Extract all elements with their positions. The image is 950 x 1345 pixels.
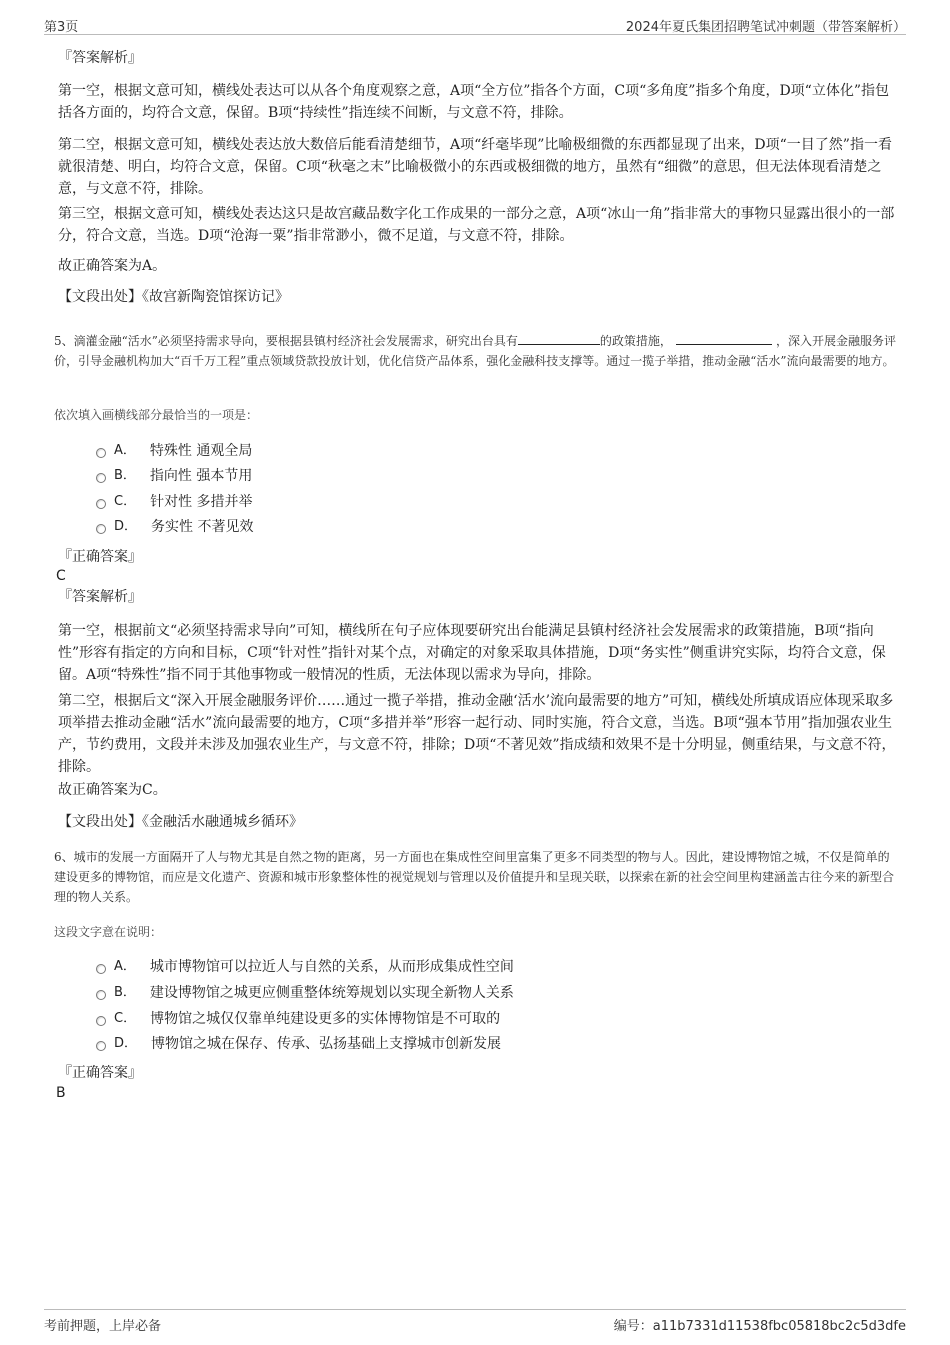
q5-stem-part1: 滴灌金融“活水”必须坚持需求导向，要根据县镇村经济社会发展需求，研究出台具有 xyxy=(73,334,518,348)
radio-icon[interactable] xyxy=(96,964,106,974)
q6-prompt: 这段文字意在说明： xyxy=(54,925,163,939)
q5-source: 【文段出处】《金融活水融通城乡循环》 xyxy=(58,814,303,830)
q5-answer: C xyxy=(56,568,66,584)
radio-icon[interactable] xyxy=(96,1041,106,1051)
q4-analysis-paragraph-1: 第一空，根据文意可知，横线处表达可以从各个角度观察之意，A项“全方位”指各个方面，C项“多角度”指多个角度，D项“立体化”指包括各方面的，均符合文意，保留。B项“持续性”指连续不间断，与文意不符，排除。 xyxy=(58,83,889,121)
radio-icon[interactable] xyxy=(96,990,106,1000)
q6-stem xyxy=(54,847,900,907)
document-code xyxy=(614,1315,906,1334)
q5-option-b[interactable] xyxy=(96,466,252,486)
q4-analysis-paragraph-2: 第二空，根据文意可知，横线处表达放大数倍后能看清楚细节，A项“纤毫毕现”比喻极细微的东西都显现了出来，D项“一目了然”指一看就很清楚、明白，均符合文意，保留。C项“秋毫之末”比喻极微小的东西或极细微的地方，虽然有“细微”的意思，但无法体现看清楚之意，与文意不符，排除。 xyxy=(58,137,892,197)
option-text: 博物馆之城仅仅靠单纯建设更多的实体博物馆是不可取的 xyxy=(150,1011,501,1027)
radio-icon[interactable] xyxy=(96,473,106,483)
option-key: C． xyxy=(114,1011,137,1026)
option-text: 博物馆之城在保存、传承、弘扬基础上支撑城市创新发展 xyxy=(151,1036,502,1052)
page-header xyxy=(44,14,906,35)
q5-option-d[interactable] xyxy=(96,517,253,537)
q5-stem-part3: ，深入开展金融服务评价，引导金融机构加大“百千万工程”重点领域贷款投放计划，优化信贷产品体系，强化金融科技支撑等。通过一揽子举措，推动金融“活水”流向最需要的地方。 xyxy=(54,334,896,368)
q5-option-a[interactable] xyxy=(96,441,252,461)
q5-prompt: 依次填入画横线部分最恰当的一项是： xyxy=(54,408,259,422)
q4-conclusion: 故正确答案为A。 xyxy=(58,258,167,274)
q5-analysis-heading: 『答案解析』 xyxy=(58,589,142,605)
option-text: 务实性 不著见效 xyxy=(151,519,254,535)
q5-stem xyxy=(54,331,900,371)
q6-number: 6、 xyxy=(54,850,74,864)
q4-source: 【文段出处】《故宫新陶瓷馆探访记》 xyxy=(58,289,289,305)
q5-analysis-paragraph-1: 第一空，根据前文“必须坚持需求导向”可知，横线所在句子应体现要研究出台能满足县镇村经济社会发展需求的政策措施，B项“指向性”形容有指定的方向和目标，C项“针对性”指针对某个点，对确定的对象采取具体措施，D项“务实性”侧重讲究实际，均符合文意，保留。A项“特殊性”指不同于其他事物或一般情况的性质，无法体现以需求为导向，排除。 xyxy=(58,623,886,683)
radio-icon[interactable] xyxy=(96,499,106,509)
q6-option-b[interactable] xyxy=(96,983,514,1003)
option-key: C． xyxy=(114,494,137,509)
option-key: A． xyxy=(114,959,136,974)
option-text: 城市博物馆可以拉近人与自然的关系，从而形成集成性空间 xyxy=(149,959,514,975)
page-footer xyxy=(44,1309,906,1334)
q6-option-c[interactable] xyxy=(96,1009,500,1029)
option-key: B． xyxy=(114,985,136,1000)
q5-stem-part2: 的政策措施， xyxy=(599,334,672,348)
radio-icon[interactable] xyxy=(96,524,106,534)
q5-answer-heading: 『正确答案』 xyxy=(58,549,142,565)
page-number: 第3页 xyxy=(44,20,79,35)
option-key: D． xyxy=(114,519,138,534)
q5-conclusion: 故正确答案为C。 xyxy=(58,782,167,798)
document-title: 2024年夏氏集团招聘笔试冲刺题（带答案解析） xyxy=(625,20,906,35)
option-text: 指向性 强本节用 xyxy=(149,468,253,484)
option-text: 建设博物馆之城更应侧重整体统筹规划以实现全新物人关系 xyxy=(149,985,514,1001)
q6-answer: B xyxy=(56,1085,66,1101)
q6-option-a[interactable] xyxy=(96,957,514,977)
q5-blank-1 xyxy=(518,331,600,345)
code-label: 编号： xyxy=(613,1319,653,1334)
radio-icon[interactable] xyxy=(96,1016,106,1026)
radio-icon[interactable] xyxy=(96,448,106,458)
q6-answer-heading: 『正确答案』 xyxy=(58,1065,142,1081)
q5-option-c[interactable] xyxy=(96,492,253,512)
option-key: A． xyxy=(114,443,136,458)
footer-slogan: 考前押题，上岸必备 xyxy=(44,1319,162,1334)
option-key: D． xyxy=(114,1036,138,1051)
q5-blank-2 xyxy=(676,331,772,345)
q4-analysis-paragraph-3: 第三空，根据文意可知，横线处表达这只是故宫藏品数字化工作成果的一部分之意，A项“冰山一角”指非常大的事物只显露出很小的一部分，符合文意，当选。D项“沧海一粟”指非常渺小，微不足道，与文意不符，排除。 xyxy=(58,206,895,244)
q6-stem-text: 城市的发展一方面隔开了人与物尤其是自然之物的距离，另一方面也在集成性空间里富集了更多不同类型的物与人。因此，建设博物馆之城，不仅是简单的建设更多的博物馆，而应是文化遗产、资源和城市形象整体性的视觉规划与管理以及价值提升和呈现关联，以探索在新的社会空间里构建涵盖古往今来的新型合理的物人关系。 xyxy=(54,850,895,904)
q5-number: 5、 xyxy=(54,334,74,348)
option-key: B． xyxy=(114,468,136,483)
option-text: 针对性 多措并举 xyxy=(150,494,253,510)
q5-analysis-paragraph-2: 第二空，根据后文“深入开展金融服务评价……通过一揽子举措，推动金融‘活水’流向最需要的地方”可知，横线处所填成语应体现采取多项举措去推动金融“活水”流向最需要的地方，C项“多措并举”形容一起行动、同时实施，符合文意，当选。B项“强本节用”指加强农业生产，节约费用，文段并未涉及加强农业生产，与文意不符，排除；D项“不著见效”指成绩和效果不是十分明显，侧重结果，与文意不符，排除。 xyxy=(58,693,896,775)
q6-option-d[interactable] xyxy=(96,1034,501,1054)
option-text: 特殊性 通观全局 xyxy=(149,443,253,459)
code-value: a11b7331d11538fbc05818bc2c5d3dfe xyxy=(652,1319,906,1334)
q4-analysis-heading: 『答案解析』 xyxy=(58,50,142,66)
